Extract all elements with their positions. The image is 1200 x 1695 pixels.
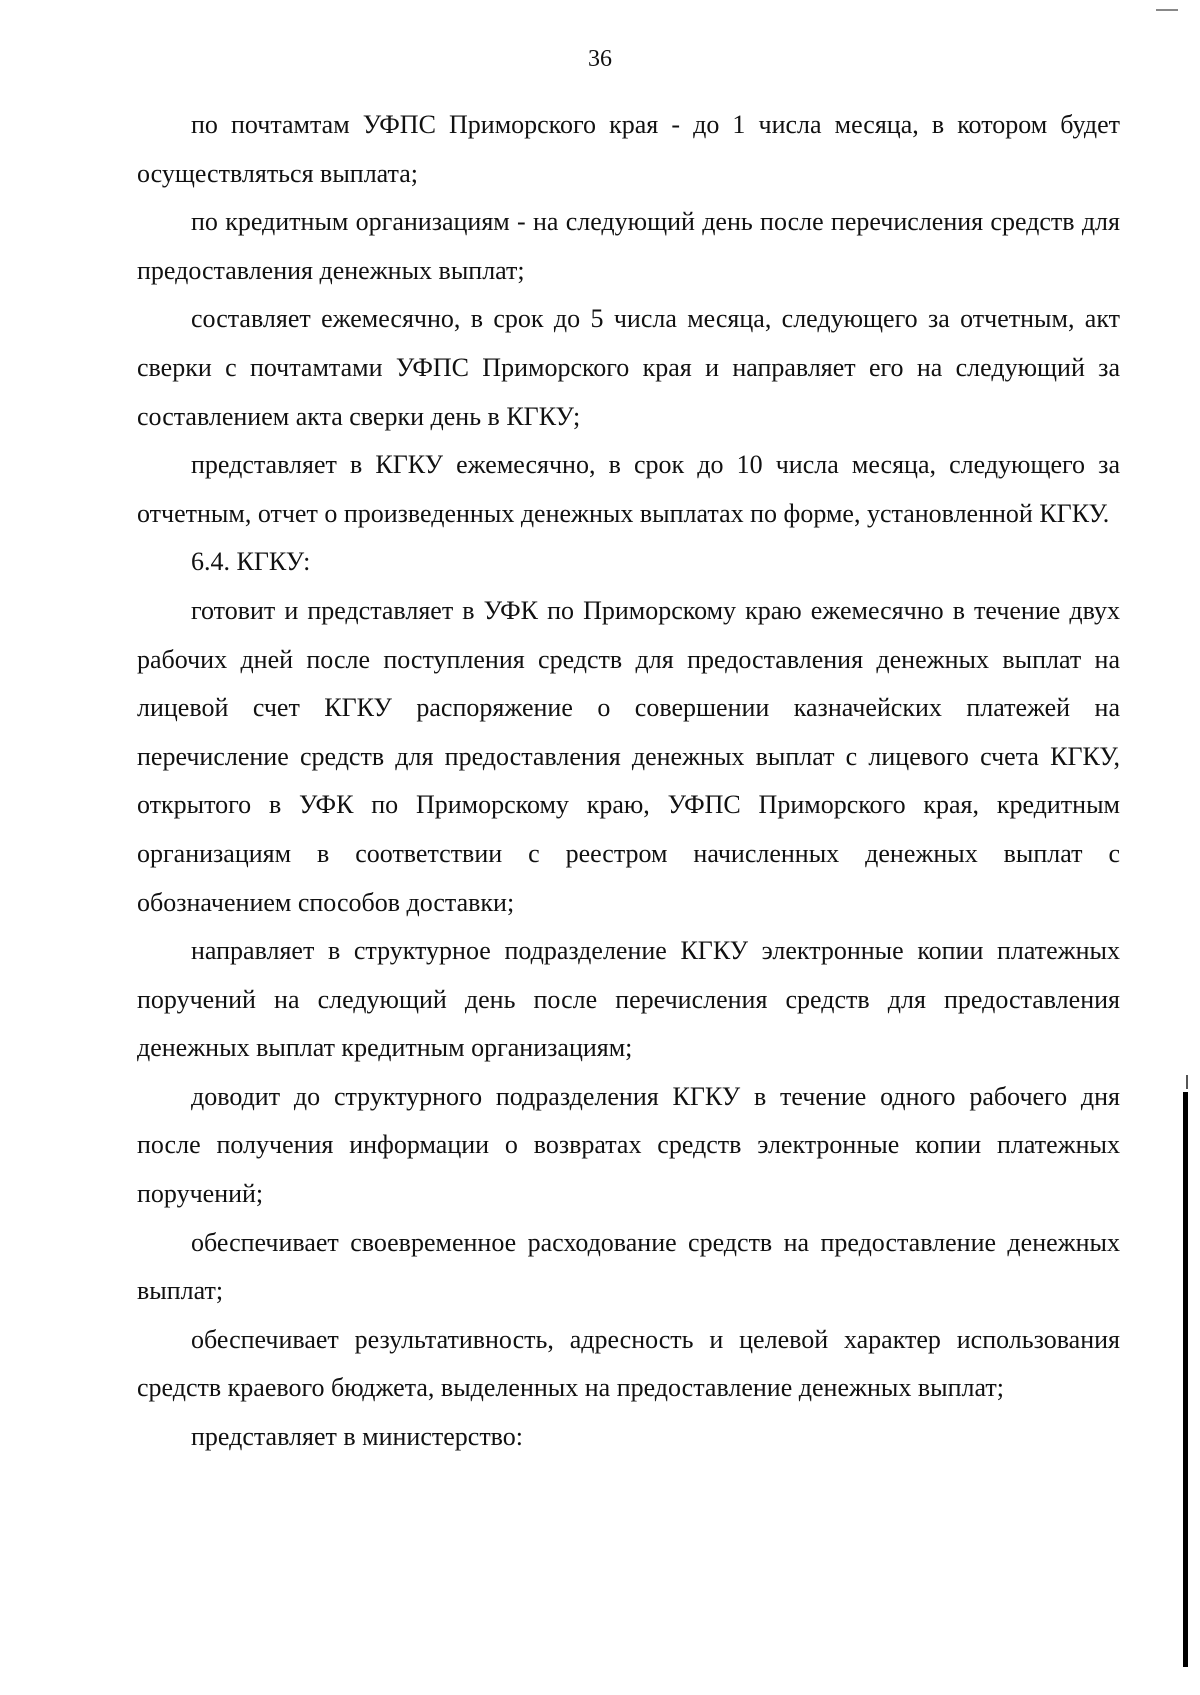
paragraph-credit-org-deadline: по кредитным организациям - на следующий день после перечисления средств для предоставления денежных выплат; bbox=[137, 207, 1120, 285]
paragraph-reconciliation-act: составляет ежемесячно, в срок до 5 числа месяца, следующего за отчетным, акт сверки с почтамтами УФПС Приморского края и направляет его на следующий за составлением акта сверки день в КГКУ; bbox=[137, 304, 1120, 431]
paragraph-payment-order: готовит и представляет в УФК по Приморскому краю ежемесячно в течение двух рабочих дней после поступления средств для предоставления денежных выплат на лицевой счет КГКУ распоряжение о совершении казначейских платежей на перечисление средств для предоставления денежных выплат с лицевого счета КГКУ, открытого в УФК по Приморскому краю, УФПС Приморского края, кредитным организациям в соответствии с реестром начисленных денежных выплат с обозначением способов доставки; bbox=[137, 595, 1120, 917]
paragraph-monthly-report: представляет в КГКУ ежемесячно, в срок до 10 числа месяца, следующего за отчетным, отчет о произведенных денежных выплатах по форме, установленной КГКУ. bbox=[137, 450, 1120, 528]
scan-artifact-tick bbox=[1186, 1075, 1188, 1089]
paragraph-ministry-reporting: представляет в министерство: bbox=[191, 1422, 524, 1452]
document-body bbox=[137, 101, 1120, 1462]
paragraph-electronic-copies: направляет в структурное подразделение КГКУ электронные копии платежных поручений на следующий день после перечисления средств для предоставления денежных выплат кредитным организациям; bbox=[137, 936, 1120, 1063]
section-heading-6-4: 6.4. КГКУ: bbox=[191, 547, 311, 577]
paragraph-returns-info: доводит до структурного подразделения КГКУ в течение одного рабочего дня после получения информации о возвратах средств электронные копии платежных поручений; bbox=[137, 1081, 1120, 1209]
paragraph-postal-deadline: по почтамтам УФПС Приморского края - до 1 числа месяца, в котором будет осуществляться выплата; bbox=[137, 110, 1120, 188]
scan-artifact-edge-bar bbox=[1183, 1092, 1188, 1667]
page-number: 36 bbox=[588, 46, 612, 72]
paragraph-effectiveness: обеспечивает результативность, адресность и целевой характер использования средств краевого бюджета, выделенных на предоставление денежных выплат; bbox=[137, 1324, 1120, 1403]
scan-artifact-dash bbox=[1156, 9, 1178, 11]
paragraph-timely-spending: обеспечивает своевременное расходование средств на предоставление денежных выплат; bbox=[137, 1227, 1120, 1306]
